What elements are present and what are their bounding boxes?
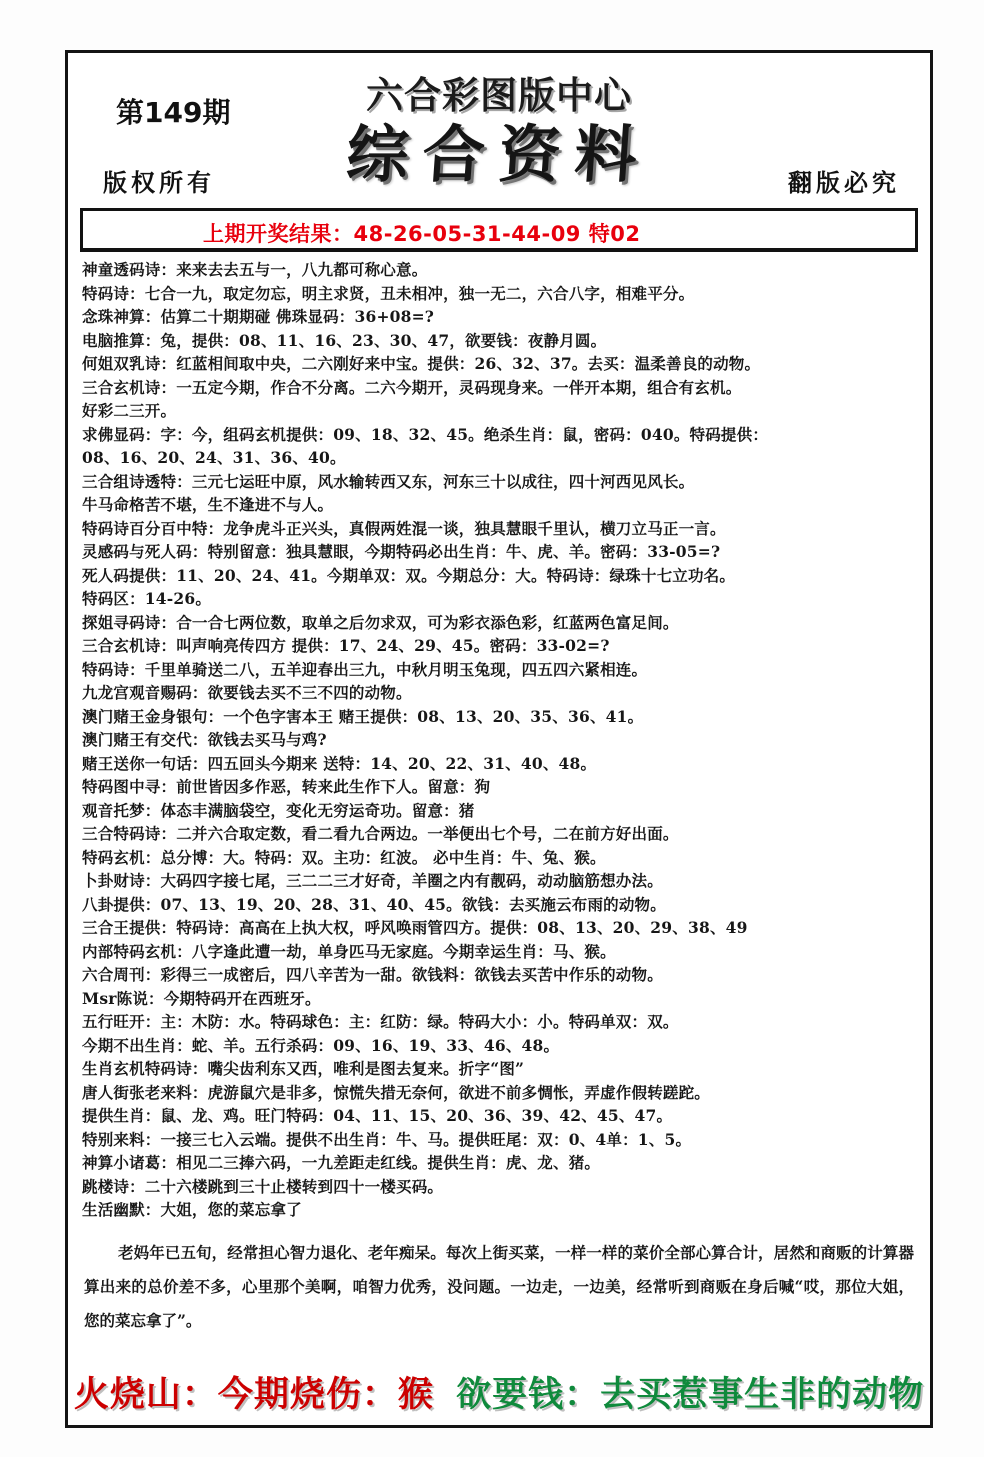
brand-main-title: 综合资料 bbox=[344, 118, 654, 191]
life-humor-paragraph: 老妈年已五旬，经常担心智力退化、老年痴呆。每次上街买菜，一样一样的菜价全部心算合计，居然和商贩的计算器算出来的总价差不多，心里那个美啊，咱智力优秀，没问题。一边走，一边美，经常听到商贩在身后喊“哎，那位大姐，您的菜忘拿了”。 bbox=[84, 1242, 914, 1330]
document-frame bbox=[65, 50, 933, 1428]
forecast-line: 赌王送你一句话：四五回头今期来 送特：14、20、22、31、40、48。 bbox=[82, 753, 597, 773]
forecast-line: 澳门赌王金身银句：一个色字害本王 赌王提供：08、13、20、35、36、41。 bbox=[82, 706, 644, 726]
footer-red-text: 火烧山：今期烧伤：猴 bbox=[73, 1374, 434, 1415]
forecast-line: 八卦提供：07、13、19、20、28、31、40、45。欲钱：去买施云布雨的动物。 bbox=[82, 894, 666, 914]
forecast-line: 探姐寻码诗：合一合七两位数，取单之后勿求双，可为彩衣添色彩，红蓝两色富足间。 bbox=[82, 612, 679, 632]
forecast-line: 好彩二三开。 bbox=[82, 401, 177, 420]
forecast-line: 澳门赌王有交代：欲钱去买马与鸡? bbox=[82, 730, 327, 749]
forecast-line: 提供生肖：鼠、龙、鸡。旺门特码：04、11、15、20、36、39、42、45、47。 bbox=[82, 1106, 673, 1125]
forecast-line: 三合玄机诗：一五定今期，作合不分离。二六今期开，灵码现身来。一伴开本期，组合有玄机。 bbox=[82, 377, 742, 397]
forecast-line: 唐人街张老来料：虎游鼠穴是非多，惊慌失措无奈何，欲进不前多惆怅，弄虚作假转蹉跎。 bbox=[82, 1082, 711, 1102]
forecast-line: 三合王提供：特码诗：高高在上执大权，呼风唤雨管四方。提供：08、13、20、29、38、49 bbox=[82, 918, 748, 937]
forecast-line: 特码玄机：总分博：大。特码：双。主功：红波。 必中生肖：牛、兔、猴。 bbox=[82, 847, 606, 867]
forecast-line: 08、16、20、24、31、36、40。 bbox=[82, 448, 346, 467]
forecast-line: 三合组诗透特：三元七运旺中原，风水输转西又东，河东三十以成往，四十河西见风长。 bbox=[82, 471, 695, 491]
forecast-line: 三合特码诗：二并六合取定数，看二看九合两边。一举便出七个号，二在前方好出面。 bbox=[82, 824, 679, 843]
forecast-line: 生肖玄机特码诗：嘴尖齿利东又西，唯利是图去复来。折字“图” bbox=[82, 1059, 525, 1078]
footer-banner bbox=[68, 1367, 930, 1417]
forecast-line: 五行旺开：主：木防：水。特码球色：主：红防：绿。特码大小：小。特码单双：双。 bbox=[82, 1012, 679, 1031]
forecast-line: 特码诗百分百中特：龙争虎斗正兴头，真假两姓混一谈，独具慧眼千里认，横刀立马正一言。 bbox=[82, 518, 726, 538]
forecast-lines-block bbox=[68, 252, 930, 1222]
forecast-line: 死人码提供：11、20、24、41。今期单双：双。今期总分：大。特码诗：绿珠十七立功名。 bbox=[82, 565, 736, 585]
forecast-line: 牛马命格苦不堪，生不逢进不与人。 bbox=[82, 495, 334, 514]
forecast-line: 神算小诸葛：相见二三捧六码，一九差距走红线。提供生肖：虎、龙、猪。 bbox=[82, 1153, 601, 1172]
forecast-line: 特别来料：一接三七入云端。提供不出生肖：牛、马。提供旺尾：双：0、4单：1、5。 bbox=[82, 1129, 692, 1149]
forecast-line: 特码诗：千里单骑送二八，五羊迎春出三九，中秋月明玉兔现，四五四六紧相连。 bbox=[82, 659, 648, 679]
forecast-line: 生活幽默：大姐，您的菜忘拿了 bbox=[82, 1200, 302, 1219]
forecast-line: Msr陈说：今期特码开在西班牙。 bbox=[82, 988, 321, 1008]
footer-green-text: 欲要钱：去买惹事生非的动物 bbox=[456, 1374, 925, 1415]
forecast-line: 跳楼诗：二十六楼跳到三十止楼转到四十一楼买码。 bbox=[82, 1176, 444, 1196]
last-draw-result-text: 上期开奖结果：48-26-05-31-44-09 特02 bbox=[203, 222, 641, 246]
document-header bbox=[68, 53, 930, 208]
brand-top-title: 六合彩图版中心 bbox=[366, 73, 632, 117]
forecast-line: 特码图中寻：前世皆因多作恶，转来此生作下人。留意：狗 bbox=[82, 777, 491, 796]
forecast-line: 观音托梦：体态丰满脑袋空，变化无穷运奇功。留意：猪 bbox=[82, 800, 475, 820]
forecast-line: 电脑推算：兔，提供：08、11、16、23、30、47，欲要钱：夜静月圆。 bbox=[82, 330, 607, 350]
forecast-line: 六合周刊：彩得三一成密后，四八辛苦为一甜。欲钱料：欲钱去买苦中作乐的动物。 bbox=[82, 965, 663, 984]
forecast-line: 特码区：14-26。 bbox=[82, 589, 212, 608]
copyright-notice-right: 翻版必究 bbox=[788, 168, 900, 197]
forecast-line: 念珠神算：估算二十期期碰 佛珠显码：36+08=? bbox=[82, 307, 435, 326]
forecast-line: 何姐双乳诗：红蓝相间取中央，二六刚好来中宝。提供：26、32、37。去买：温柔善良的动物。 bbox=[82, 354, 761, 373]
forecast-line: 神童透码诗：来来去去五与一，八九都可称心意。 bbox=[82, 260, 428, 279]
forecast-line: 今期不出生肖：蛇、羊。五行杀码：09、16、19、33、46、48。 bbox=[82, 1035, 560, 1055]
forecast-line: 内部特码玄机：八字逢此遭一劫，单身匹马无家庭。今期幸运生肖：马、猴。 bbox=[82, 941, 616, 961]
issue-number: 第149期 bbox=[116, 96, 231, 129]
forecast-line: 三合玄机诗：叫声响亮传四方 提供：17、24、29、45。密码：33-02=? bbox=[82, 636, 610, 655]
last-draw-result-box bbox=[80, 208, 918, 252]
forecast-line: 求佛显码：字：今，组码玄机提供：09、18、32、45。绝杀生肖：鼠，密码：040。特码提供： bbox=[82, 424, 769, 444]
forecast-line: 特码诗：七合一九，取定勿忘，明主求贤，丑未相冲，独一无二，六合八字，相难平分。 bbox=[82, 283, 695, 303]
forecast-line: 灵感码与死人码：特别留意：独具慧眼，今期特码必出生肖：牛、虎、羊。密码：33-05=? bbox=[82, 542, 721, 561]
forecast-line: 卜卦财诗：大码四字接七尾，三二二三才好奇，羊圈之内有靓码，动动脑筋想办法。 bbox=[82, 871, 663, 890]
copyright-notice-left: 版权所有 bbox=[103, 168, 215, 197]
forecast-line: 九龙宫观音赐码：欲要钱去买不三不四的动物。 bbox=[82, 683, 412, 702]
